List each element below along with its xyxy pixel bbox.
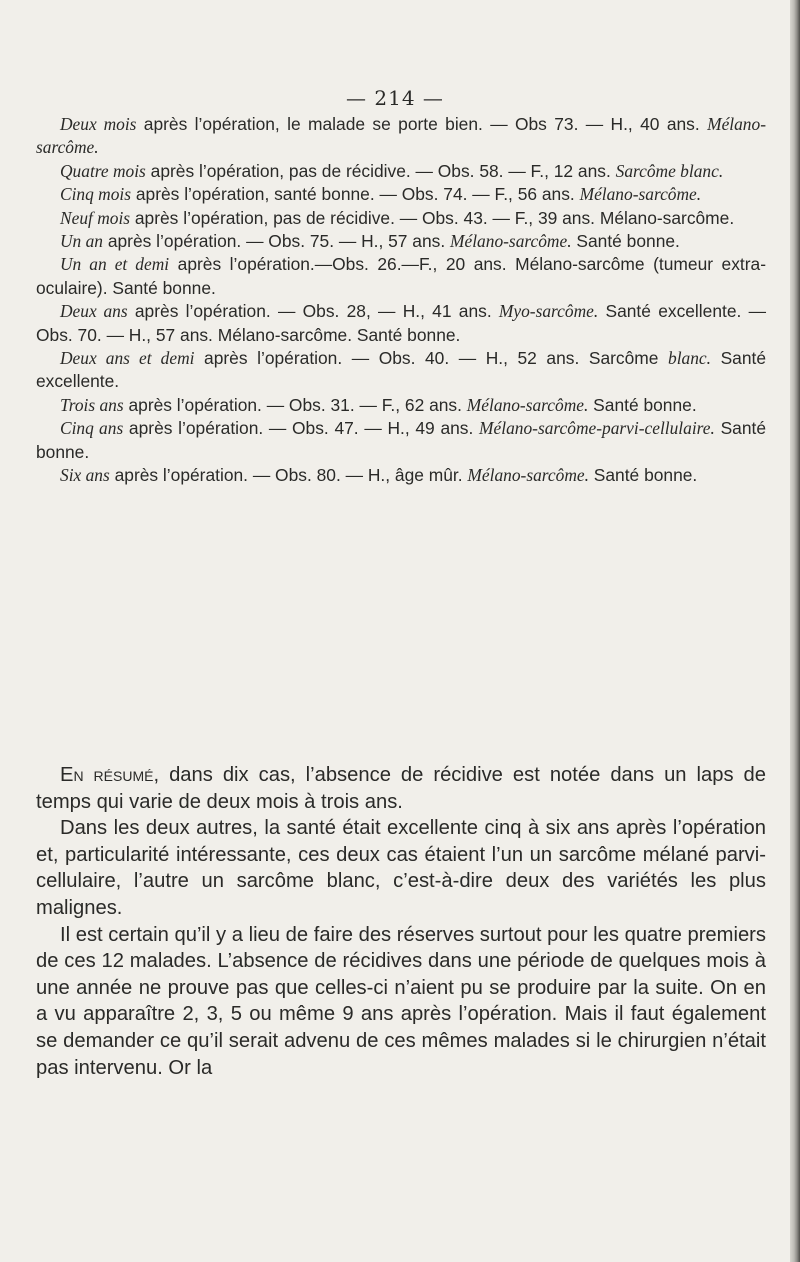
- summary-paragraph: Dans les deux autres, la santé était excellente cinq à six ans après l’opération et, particularité intéressante, ces deux cas étaient l’un un sarcôme mélané parvi-cellulaire, l’autre un sarcôme blanc, c’est-à-dire deux des variétés les plus malignes.: [36, 817, 766, 919]
- summary-section: [36, 762, 766, 1081]
- case-list: [36, 113, 766, 488]
- case-entry: Un an et demi après l’opération.—Obs. 26.—F., 20 ans. Mélano-sarcôme (tumeur extra-oculaire). Santé bonne.: [36, 254, 767, 298]
- case-entry: Un an après l’opération. — Obs. 75. — H., 57 ans. Mélano-sarcôme. Santé bonne.: [60, 231, 680, 252]
- summary-paragraph: En résumé, dans dix cas, l’absence de récidive est notée dans un laps de temps qui varie de deux mois à trois ans.: [36, 764, 766, 813]
- page-edge-shadow: [790, 0, 800, 1262]
- summary-lead: En résumé,: [60, 764, 160, 786]
- case-entry: Deux ans après l’opération. — Obs. 28, — H., 41 ans. Myo-sarcôme. Santé excellente. — Obs. 70. — H., 57 ans. Mélano-sarcôme. Santé bonne.: [36, 301, 766, 345]
- case-entry: Six ans après l’opération. — Obs. 80. — H., âge mûr. Mélano-sarcôme. Santé bonne.: [60, 465, 698, 486]
- case-entry: Quatre mois après l’opération, pas de récidive. — Obs. 58. — F., 12 ans. Sarcôme blanc.: [60, 160, 724, 181]
- summary-paragraph: Il est certain qu’il y a lieu de faire des réserves surtout pour les quatre premiers de ces 12 malades. L’absence de récidives dans une période de quelques mois à une année ne prouve pas que celles-ci n’aient pu se produire par la suite. On en a vu apparaître 2, 3, 5 ou même 9 ans après l’opération. Mais il faut également se demander ce qu’il serait advenu de ces mêmes malades si le chirurgien n’était pas intervenu. Or la: [36, 923, 766, 1079]
- case-entry: Cinq ans après l’opération. — Obs. 47. — H., 49 ans. Mélano-sarcôme-parvi-cellulaire. Santé bonne.: [36, 418, 767, 462]
- page-number: — 214 —: [346, 86, 444, 110]
- case-entry: Cinq mois après l’opération, santé bonne. — Obs. 74. — F., 56 ans. Mélano-sarcôme.: [60, 184, 702, 205]
- case-entry: Trois ans après l’opération. — Obs. 31. — F., 62 ans. Mélano-sarcôme. Santé bonne.: [60, 394, 697, 415]
- case-entry: Deux mois après l’opération, le malade se porte bien. — Obs 73. — H., 40 ans. Mélano-sarcôme.: [36, 114, 766, 158]
- case-entry: Deux ans et demi après l’opération. — Obs. 40. — H., 52 ans. Sarcôme blanc. Santé excellente.: [36, 348, 767, 392]
- case-entry: Neuf mois après l’opération, pas de récidive. — Obs. 43. — F., 39 ans. Mélano-sarcôme.: [60, 207, 735, 228]
